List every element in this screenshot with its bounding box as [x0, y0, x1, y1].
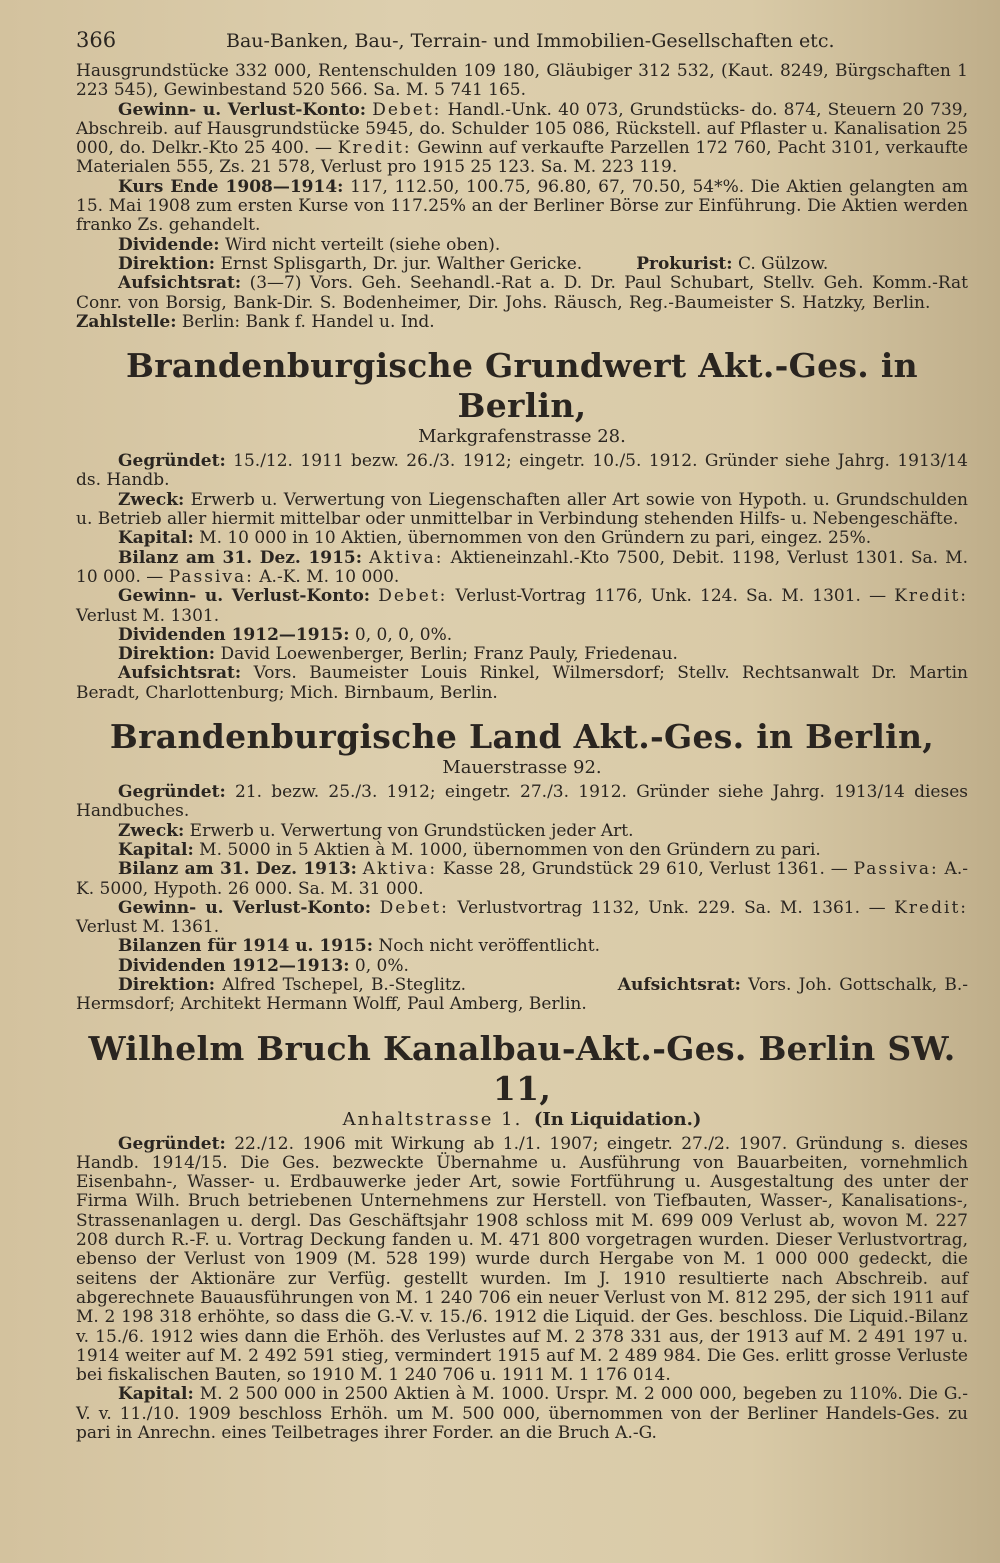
continued-kurs: Kurs Ende 1908—1914: 117, 112.50, 100.75, 96.80, 67, 70.50, 54*%. Die Aktien gelangten am 15. Mai 1908 zum ersten Kurse von 117.25% an der Berliner Börse zur Einführung. Die Aktien werden franko Zs. gehandelt.	[76, 176, 968, 236]
running-title: Bau-Banken, Bau-, Terrain- und Immobilien-Gesellschaften etc.	[226, 30, 835, 52]
bilanz: Bilanz am 31. Dez. 1915: Aktiva: Aktieneinzahl.-Kto 7500, Debit. 1198, Verlust 1301. Sa. M. 10 000. — Passiva: A.-K. M. 10 000.	[76, 547, 968, 587]
continued-dividende: Dividende: Wird nicht verteilt (siehe oben).	[118, 234, 501, 255]
page-number: 366	[76, 28, 117, 52]
entry-address: Mauerstrasse 92.	[442, 757, 602, 779]
profit-loss: Gewinn- u. Verlust-Konto: Debet: Verlustvortrag 1132, Unk. 229. Sa. M. 1361. — Kredit: Verlust M. 1361.	[76, 897, 968, 938]
kapital: Kapital: M. 2 500 000 in 2500 Aktien à M. 1000. Urspr. M. 2 000 000, begeben zu 110%. Die G.-V. v. 11./10. 1909 beschloss Erhöh. um M. 500 000, übernommen von der Berliner Handels-Ges. zu pari in Anrechn. eines Teilbetrages ihrer Forder. an die Bruch A.-G.	[76, 1384, 969, 1444]
continued-aufsichtsrat: Aufsichtsrat: (3—7) Vors. Geh. Seehandl.-Rat a. D. Dr. Paul Schubart, Stellv. Geh. Komm.-Rat Conr. von Borsig, Bank-Dir. S. Bodenheimer, Dir. Johs. Räusch, Reg.-Baumeister S. Hatzky, Berlin. Zahlstelle: Berlin: Bank f. Handel u. Ind.	[76, 273, 968, 332]
zweck: Zweck: Erwerb u. Verwertung von Grundstücken jeder Art.	[118, 820, 634, 841]
kapital: Kapital: M. 10 000 in 10 Aktien, übernommen von den Gründern zu pari, eingez. 25%.	[118, 528, 872, 549]
bilanz: Bilanz am 31. Dez. 1913: Aktiva: Kasse 28, Grundstück 29 610, Verlust 1361. — Passiva: A.-K. 5000, Hypoth. 26 000. Sa. M. 31 000.	[76, 859, 968, 899]
kapital: Kapital: M. 5000 in 5 Aktien à M. 1000, übernommen von den Gründern zu pari.	[118, 839, 821, 860]
dividenden: Dividenden 1912—1915: 0, 0, 0, 0%.	[118, 624, 453, 645]
aufsichtsrat: Aufsichtsrat: Vors. Baumeister Louis Rinkel, Wilmersdorf; Stellv. Rechtsanwalt Dr. Martin Beradt, Charlottenburg; Mich. Birnbaum, Berlin.	[76, 663, 969, 703]
bilanzen-1914-1915: Bilanzen für 1914 u. 1915: Noch nicht veröffentlicht.	[118, 936, 600, 957]
gegruendet: Gegründet: 15./12. 1911 bezw. 26./3. 1912; eingetr. 10./5. 1912. Gründer siehe Jahrg. 1913/14 ds. Handb.	[76, 451, 968, 491]
zweck: Zweck: Erwerb u. Verwertung von Liegenschaften aller Art sowie von Hypoth. u. Grundschulden u. Betrieb aller hiermit mittelbar oder unmittelbar in Verbindung stehenden Hilfs- u. Nebengeschäfte.	[76, 489, 969, 530]
entry-title-grundwert: Brandenburgische Grundwert Akt.-Ges. in Berlin,	[126, 346, 918, 426]
entry-address: Anhaltstrasse 1. (In Liquidation.)	[342, 1108, 702, 1130]
continued-balance: Hausgrundstücke 332 000, Rentenschulden 109 180, Gläubiger 312 532, (Kaut. 8249, Bürgschaften 1 223 545), Gewinbestand 520 566. Sa. M. 5 741 165.	[76, 61, 968, 101]
direktion-aufsichtsrat: Direktion: Alfred Tschepel, B.-Steglitz. Aufsichtsrat: Vors. Joh. Gottschalk, B.-Hermsdorf; Architekt Hermann Wolff, Paul Amberg, Berlin.	[76, 974, 969, 1015]
profit-loss: Gewinn- u. Verlust-Konto: Debet: Verlust-Vortrag 1176, Unk. 124. Sa. M. 1301. — Kredit: Verlust M. 1301.	[76, 586, 968, 626]
gegruendet: Gegründet: 21. bezw. 25./3. 1912; eingetr. 27./3. 1912. Gründer siehe Jahrg. 1913/14 dieses Handbuches.	[76, 782, 968, 822]
continued-direktion: Direktion: Ernst Splisgarth, Dr. jur. Walther Gericke. Prokurist: C. Gülzow.	[118, 253, 829, 274]
direktion: Direktion: David Loewenberger, Berlin; Franz Pauly, Friedenau.	[118, 644, 678, 665]
entry-title-bruch: Wilhelm Bruch Kanalbau-Akt.-Ges. Berlin SW. 11,	[88, 1028, 956, 1108]
continued-profit-loss: Gewinn- u. Verlust-Konto: Debet: Handl.-Unk. 40 073, Grundstücks- do. 874, Steuern 20 739, Abschreib. auf Hausgrundstücke 5945, do. Schulder 105 086, Rückstell. auf Pflaster u. Kanalisation 25 000, do. Delkr.-Kto 25 400. — Kredit: Gewinn auf verkaufte Parzellen 172 760, Pacht 3101, verkaufte Materialen 555, Zs. 21 578, Verlust pro 1915 25 123. Sa. M. 223 119.	[76, 99, 969, 178]
gegruendet: Gegründet: 22./12. 1906 mit Wirkung ab 1./1. 1907; eingetr. 27./2. 1907. Gründung s. dieses Handb. 1914/15. Die Ges. bezweckte Übernahme u. Ausführung von Bauarbeiten, vornehmlich Eisenbahn-, Wasser- u. Erdbauwerke jeder Art, sowie Fortführung u. Ausgestaltung des unter der Firma Wilh. Bruch betriebenen Unternehmens zur Herstell. von Tiefbauten, Wasser-, Kanalisations-, Strassenanlagen u. dergl. Das Geschäftsjahr 1908 schloss mit M. 699 009 Verlust ab, wovon M. 227 208 durch R.-F. u. Vortrag Deckung fanden u. M. 471 800 vorgetragen wurden. Dieser Verlustvortrag, ebenso der Verlust von 1909 (M. 528 199) wurde durch Hergabe von M. 1 000 000 gedeckt, die seitens der Aktionäre zur Verfüg. gestellt wurden. Im J. 1910 resultierte nach Abschreib. auf abgerechnete Bauausführungen von M. 1 240 706 ein neuer Verlust von M. 812 295, der sich 1911 auf M. 2 198 318 erhöhte, so dass die G.-V. v. 15./6. 1912 die Liquid. der Ges. beschloss. Die Liquid.-Bilanz v. 15./6. 1912 wies dann die Erhöh. des Verlustes auf M. 2 378 331 aus, der 1913 auf M. 2 491 197 u. 1914 weiter auf M. 2 492 591 stieg, vermindert 1915 auf M. 2 489 984. Die Ges. erlitt grosse Verluste bei fiskalischen Bauten, so 1910 M. 1 240 706 u. 1911 M. 1 176 014.	[76, 1133, 969, 1386]
liquidation-note: (In Liquidation.)	[533, 1108, 702, 1130]
entry-title-land: Brandenburgische Land Akt.-Ges. in Berlin,	[109, 717, 935, 757]
dividenden: Dividenden 1912—1913: 0, 0%.	[118, 955, 409, 976]
page-header	[76, 28, 968, 62]
entry-address: Markgrafenstrasse 28.	[418, 426, 626, 448]
